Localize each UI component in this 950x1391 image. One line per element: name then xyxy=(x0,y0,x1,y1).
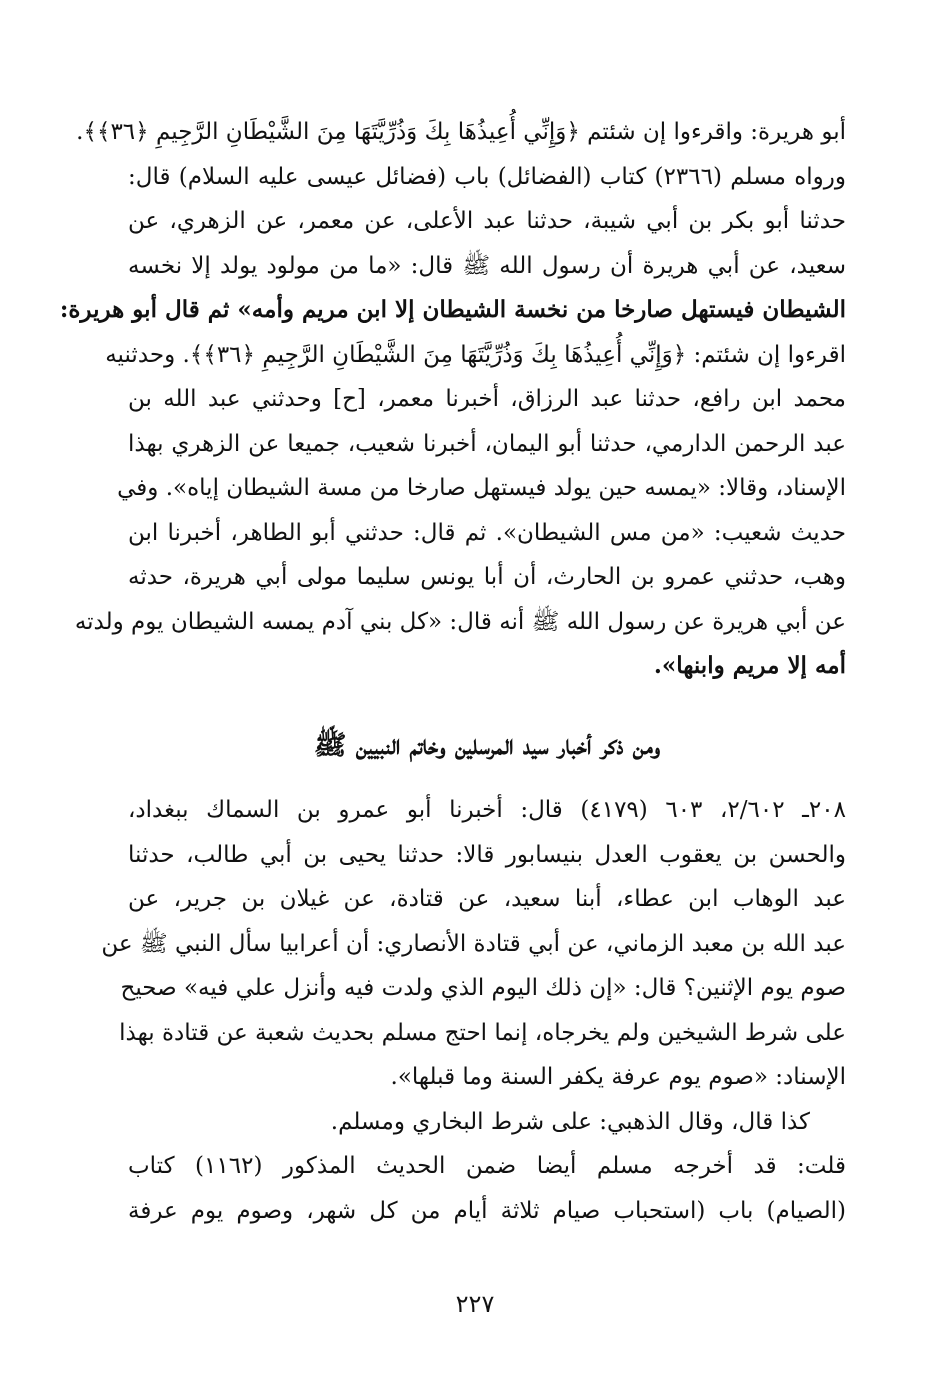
text-line: أمه إلا مريم وابنها». xyxy=(653,652,846,679)
hadith-text-block-2 xyxy=(101,788,846,1233)
text-line: الإسناد، وقالا: «يمسه حين يولد فيستهل صارخا من مسة الشيطان إياه». وفي xyxy=(117,475,846,501)
text-line: عبد الرحمن الدارمي، حدثنا أبو اليمان، أخبرنا شعيب، جميعا عن الزهري بهذا xyxy=(128,430,846,457)
text-line: الإسناد: «صوم يوم عرفة يكفر السنة وما قبلها». xyxy=(390,1064,846,1090)
text-line: على شرط الشيخين ولم يخرجاه، إنما احتج مسلم بحديث شعبة عن قتادة بهذا xyxy=(119,1019,846,1046)
page-number: ٢٢٧ xyxy=(455,1290,495,1318)
text-line: عن أبي هريرة عن رسول الله ﷺ أنه قال: «كل بني آدم يمسه الشيطان يوم ولدته xyxy=(74,608,846,635)
text-line: ٢٠٨ـ ٢/٦٠٢، ٦٠٣ (٤١٧٩) قال: أخبرنا أبو عمرو بن السماك ببغداد، xyxy=(128,797,846,823)
hadith-text-block-1 xyxy=(59,110,846,689)
text-line: كذا قال، وقال الذهبي: على شرط البخاري ومسلم. xyxy=(330,1108,810,1135)
text-line: اقرءوا إن شئتم: ﴿وَإِنِّي أُعِيذُهَا بِكَ وَذُرِّيَّتَهَا مِنَ الشَّيْطَانِ الرَّجِيمِ ﴿٣٦﴾﴾. وحدثنيه xyxy=(105,341,846,368)
section-heading: ومن ذكر أخبار سيد المرسلين وخاتم النبيين ﷺ xyxy=(313,730,661,761)
text-line: سعيد، عن أبي هريرة أن رسول الله ﷺ قال: «ما من مولود يولد إلا نخسه xyxy=(128,252,846,279)
text-line: عبد الوهاب ابن عطاء، أبنا سعيد، عن قتادة، عن غيلان بن جرير، عن xyxy=(128,886,846,912)
text-line: والحسن بن يعقوب العدل بنيسابور قالا: حدثنا يحيى بن أبي طالب، حدثنا xyxy=(128,841,846,868)
text-line: أبو هريرة: واقرءوا إن شئتم ﴿وَإِنِّي أُعِيذُهَا بِكَ وَذُرِّيَّتَهَا مِنَ الشَّيْطَانِ الرَّجِيمِ ﴿٣٦﴾﴾. xyxy=(76,119,846,145)
text-line: وهب، حدثني عمرو بن الحارث، أن أبا يونس سليما مولى أبي هريرة، حدثه xyxy=(128,564,846,590)
text-line: الشيطان فيستهل صارخا من نخسة الشيطان إلا ابن مريم وأمه» ثم قال أبو هريرة: xyxy=(59,296,846,323)
text-line: ورواه مسلم (٢٣٦٦) كتاب (الفضائل) باب (فضائل عيسى عليه السلام) قال: xyxy=(128,163,846,190)
text-line: محمد ابن رافع، حدثنا عبد الرزاق، أخبرنا معمر، [ح] وحدثني عبد الله بن xyxy=(128,386,846,412)
text-line: صوم يوم الإثنين؟ قال: «إن ذلك اليوم الذي ولدت فيه وأنزل علي فيه» صحيح xyxy=(120,975,846,1001)
text-line: حديث شعيب: «من مس الشيطان». ثم قال: حدثني أبو الطاهر، أخبرنا ابن xyxy=(128,519,846,546)
text-line: قلت: قد أخرجه مسلم أيضا ضمن الحديث المذكور (١١٦٢) كتاب xyxy=(128,1153,846,1179)
text-line: حدثنا أبو بكر بن أبي شيبة، حدثنا عبد الأعلى، عن معمر، عن الزهري، عن xyxy=(128,208,846,234)
text-line: (الصيام) باب (استحباب صيام ثلاثة أيام من كل شهر، وصوم يوم عرفة xyxy=(128,1197,846,1224)
text-line: عبد الله بن معبد الزماني، عن أبي قتادة الأنصاري: أن أعرابيا سأل النبي ﷺ عن xyxy=(101,930,846,957)
